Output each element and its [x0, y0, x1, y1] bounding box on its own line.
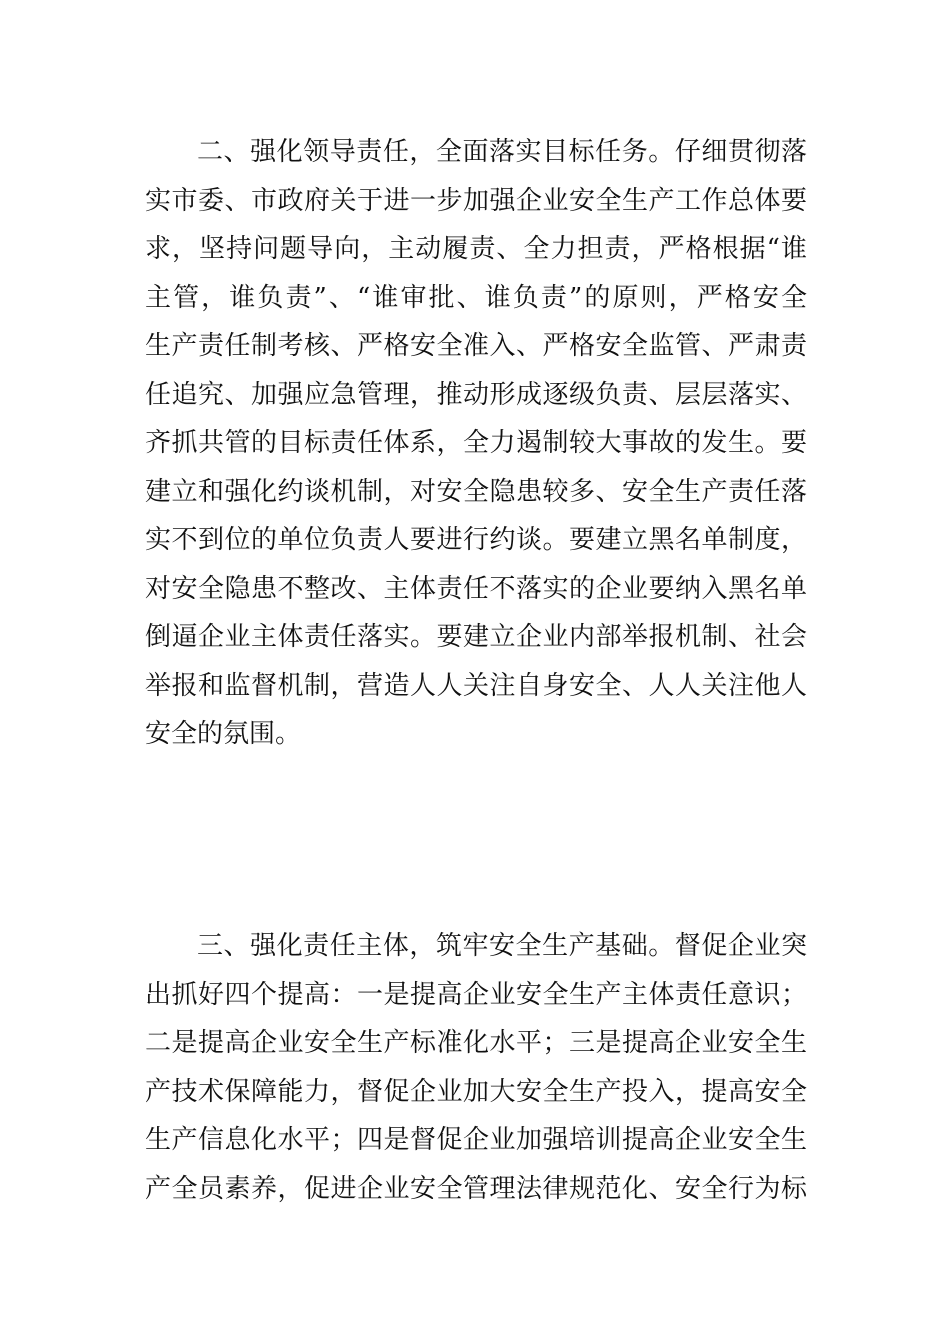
text-line: 主管，谁负责”、“谁审批、谁负责”的原则，严格安全	[145, 282, 807, 313]
text-line: 三、强化责任主体，筑牢安全生产基础。督促企业突	[197, 931, 807, 961]
paragraph-section-three	[145, 922, 807, 1213]
text-line: 产全员素养，促进企业安全管理法律规范化、安全行为标	[145, 1173, 807, 1204]
text-line: 举报和监督机制，营造人人关注自身安全、人人关注他人	[145, 670, 807, 701]
text-line: 生产责任制考核、严格安全准入、严格安全监管、严肃责	[145, 331, 807, 361]
text-line: 二、强化领导责任，全面落实目标任务。仔细贯彻落	[197, 137, 807, 167]
text-line: 安全的氛围。	[145, 719, 302, 749]
text-line: 二是提高企业安全生产标准化水平；三是提高企业安全生	[145, 1028, 807, 1058]
text-line: 建立和强化约谈机制，对安全隐患较多、安全生产责任落	[145, 476, 807, 507]
text-line: 实不到位的单位负责人要进行约谈。要建立黑名单制度，	[145, 525, 807, 555]
text-line: 任追究、加强应急管理，推动形成逐级负责、层层落实、	[145, 379, 807, 410]
text-line: 求，坚持问题导向，主动履责、全力担责，严格根据“谁	[145, 234, 807, 264]
text-line: 齐抓共管的目标责任体系，全力遏制较大事故的发生。要	[145, 428, 807, 458]
paragraph-section-two	[145, 128, 807, 759]
text-line: 生产信息化水平；四是督促企业加强培训提高企业安全生	[145, 1125, 807, 1155]
text-line: 实市委、市政府关于进一步加强企业安全生产工作总体要	[145, 185, 807, 216]
text-line: 对安全隐患不整改、主体责任不落实的企业要纳入黑名单	[145, 573, 807, 604]
text-line: 产技术保障能力，督促企业加大安全生产投入，提高安全	[145, 1076, 807, 1107]
text-line: 出抓好四个提高：一是提高企业安全生产主体责任意识；	[145, 979, 807, 1010]
text-line: 倒逼企业主体责任落实。要建立企业内部举报机制、社会	[145, 622, 807, 652]
